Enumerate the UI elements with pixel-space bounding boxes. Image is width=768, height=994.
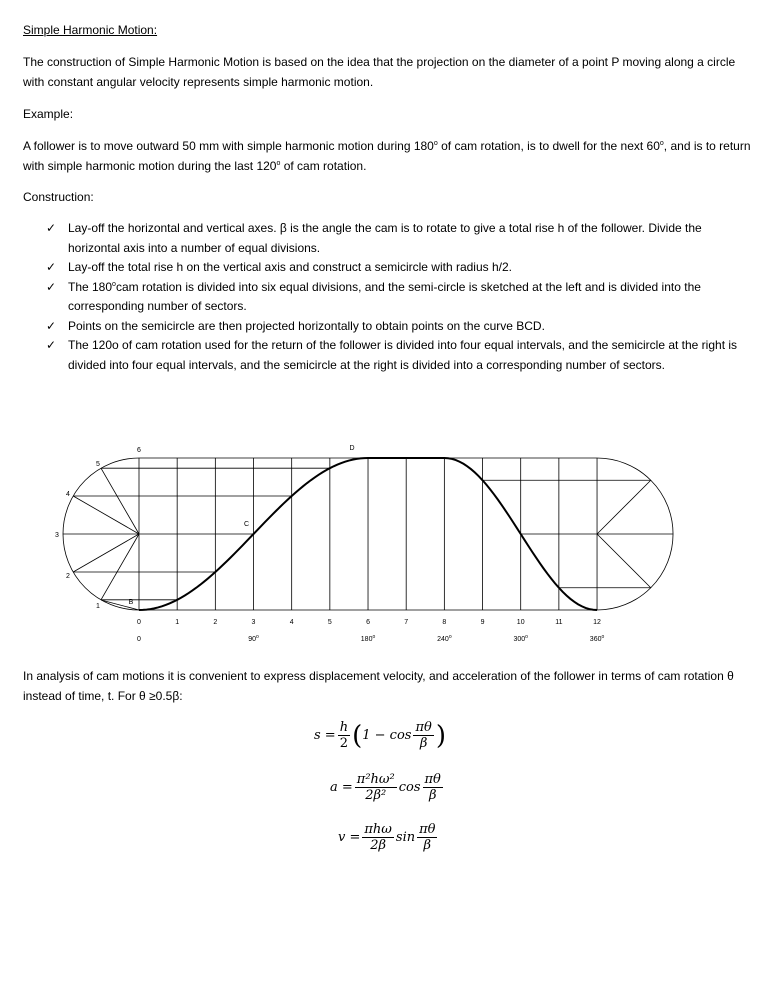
check-icon: ✓ (46, 279, 57, 294)
circle-label: 3 (55, 532, 59, 539)
fraction (413, 720, 433, 751)
axis-label: 7 (404, 619, 409, 626)
angle-label: 90$^o$ (248, 634, 259, 643)
point-label-c: C (243, 521, 250, 528)
circle-label: 1 (96, 603, 100, 611)
axis-label: 10 (516, 619, 525, 626)
eq-lhs: v = (338, 830, 361, 845)
equation-a (330, 772, 445, 803)
axis-label: 0 (137, 619, 141, 626)
point-label-b: B (128, 599, 134, 606)
axis-label: 4 (289, 619, 294, 626)
denominator: 2 (339, 736, 349, 751)
axis-label: 3 (251, 619, 256, 626)
example-text: of cam rotation, is to dwell for the next 60 (437, 139, 660, 153)
denominator: β (428, 788, 437, 803)
numerator: πθ (419, 822, 436, 837)
example-text: of cam rotation. (280, 159, 367, 173)
degree: o (276, 160, 281, 167)
fraction (355, 772, 397, 803)
equation-v (338, 822, 439, 853)
degree: o (659, 140, 664, 147)
check-icon: ✓ (46, 338, 57, 352)
construction-heading: Construction: (23, 190, 94, 204)
equation-s (314, 720, 446, 751)
degree: o (433, 140, 438, 147)
angle-label: 360$^o$ (589, 634, 605, 643)
axis-label: 1 (175, 619, 180, 626)
paren: ( (352, 720, 363, 751)
radial-line (101, 468, 139, 534)
eq-lhs: a = (330, 780, 353, 795)
paren: ) (435, 720, 446, 751)
circle-label: 2 (66, 573, 70, 580)
degree: o (112, 280, 116, 288)
step-text: Lay-off the total rise h on the vertical axis and construct a semicircle with radius h/2. (68, 260, 512, 274)
axis-label: 12 (593, 619, 601, 626)
check-icon: ✓ (46, 318, 57, 333)
circle-label: 4 (66, 491, 70, 498)
numerator: π²hω² (356, 772, 395, 787)
radial-line (73, 534, 139, 572)
eq-term: sin (395, 830, 416, 845)
denominator: β (419, 736, 428, 751)
example-text: A follower is to move outward 50 mm with simple harmonic motion during 180 (23, 139, 434, 153)
check-icon: ✓ (46, 260, 57, 274)
axis-label: 11 (555, 619, 563, 626)
numerator: πhω (364, 822, 392, 837)
analysis-paragraph: In analysis of cam motions it is convenient to express displacement velocity, and acceleration of the follower in terms of cam rotation θ instead of time, t. For θ ≥0.5β: (23, 669, 734, 703)
axis-label: 5 (327, 619, 332, 626)
angle-label: 0 (137, 636, 141, 643)
intro-paragraph: The construction of Simple Harmonic Motion is based on the idea that the projection on the diameter of a point P moving along a circle with constant angular velocity represents simple harmonic motion. (23, 55, 736, 89)
denominator: β (423, 838, 432, 853)
numerator: πθ (424, 772, 441, 787)
example-heading: Example: (23, 107, 74, 121)
axis-label: 2 (213, 619, 218, 626)
radial-line (597, 534, 651, 588)
fraction (362, 822, 394, 853)
angle-label: 240$^o$ (437, 634, 452, 643)
circle-label: 5 (96, 460, 100, 468)
point-label-d: D (349, 445, 355, 452)
circle-label: 6 (137, 447, 141, 454)
numerator: πθ (415, 720, 432, 735)
check-icon: ✓ (46, 221, 57, 235)
radial-line (73, 496, 139, 534)
eq-term: 1 − cos (362, 728, 412, 743)
fraction (423, 772, 443, 803)
fraction (417, 822, 437, 853)
step-text: The 120o of cam rotation used for the return of the follower is divided into four equal intervals, and the semicircle at the right is divided into four equal intervals, and the semicircle at the right is divided into a corresponding number of sectors. (68, 338, 738, 372)
denominator: 2β (370, 838, 387, 853)
axis-label: 9 (480, 619, 485, 626)
example-text: , and is to return with simple harmonic motion during the last 120 (23, 139, 751, 173)
step-text: Points on the semicircle are then projected horizontally to obtain points on the curve BCD. (68, 318, 545, 333)
axis-label: 6 (366, 619, 370, 626)
radial-line (597, 480, 651, 534)
axis-label: 8 (442, 619, 447, 626)
angle-label: 300$^o$ (513, 634, 528, 643)
angle-label: 180$^o$ (360, 634, 376, 643)
numerator: h (339, 720, 349, 735)
denominator: 2β² (365, 788, 387, 803)
radial-line (101, 534, 139, 600)
fraction (338, 720, 350, 751)
step-text: cam rotation is divided into six equal divisions, and the semi-circle is sketched at the left and is divided into the corresponding number of sectors. (68, 279, 701, 313)
eq-lhs: s = (314, 728, 336, 743)
eq-term: cos (398, 780, 421, 795)
section-title: Simple Harmonic Motion: (23, 23, 158, 37)
step-text: Lay-off the horizontal and vertical axes. β is the angle the cam is to rotate to give a total rise h of the follower. Divide the horizontal axis into a number of equal divisions. (68, 221, 702, 255)
step-text: The 180 (68, 279, 113, 294)
